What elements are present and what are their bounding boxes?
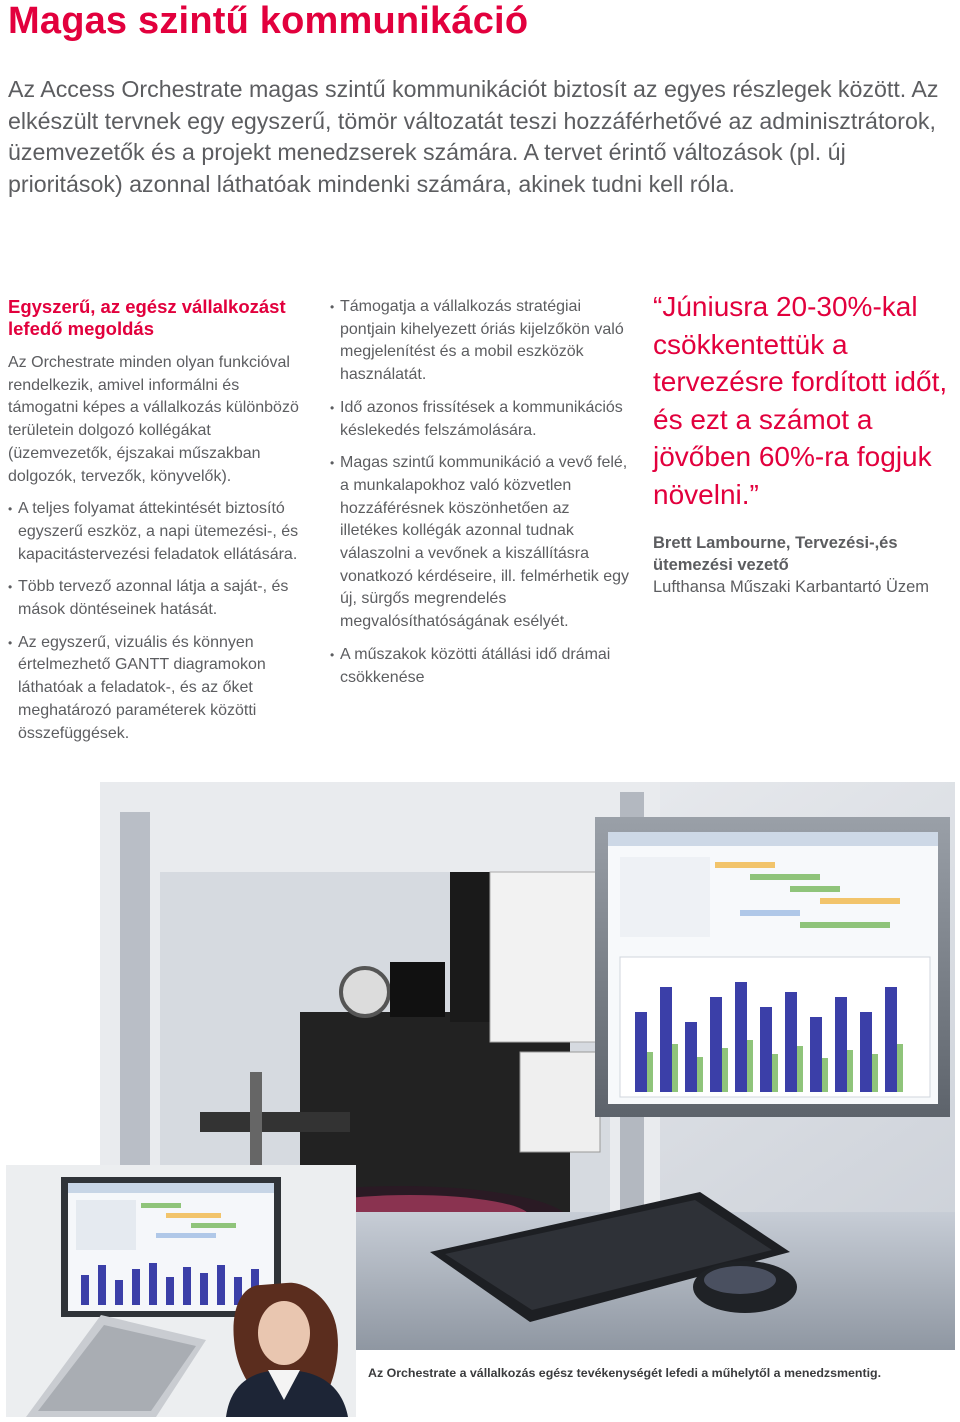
- list-item: • A teljes folyamat áttekintését biztosító egyszerű eszköz, a napi ütemezési-, és kapacitástervezési feladatok ellátására.: [8, 498, 313, 566]
- intro-paragraph: Az Access Orchestrate magas szintű kommunikációt biztosít az egyes részlegek között. Az elkészült tervnek egy egyszerű, tömör változatát teszi hozzáférhetővé az adminisztrátorok, üzemvezetők és a projekt menedzserek számára. A tervet érintő változások (pl. új prioritások) azonnal láthatóak mindenki számára, akinek tudni kell róla.: [8, 76, 939, 197]
- photo-caption-box: [356, 1352, 956, 1418]
- office-illustration: [6, 1165, 356, 1417]
- quote-organization: Lufthansa Műszaki Karbantartó Üzem: [653, 577, 930, 596]
- list-item: • A műszakok közötti átállási idő drámai csökkenése: [330, 644, 630, 689]
- pull-quote: “Júniusra 20-30%-kal csökkentettük a tervezésre fordított időt, és ezt a számot a jövőben 60%-ra fogjuk növelni.”: [653, 291, 948, 510]
- middle-column: [330, 296, 630, 699]
- photo-caption: Az Orchestrate a vállalkozás egész tevékenységét lefedi a műhelytől a menedzsmentig.: [368, 1366, 882, 1380]
- list-item: • Magas szintű kommunikáció a vevő felé, a munkalapokhoz való közvetlen hozzáférésnek köszönhetően az illetékes kollégák azonnal tudnak válaszolni a vevőnek a kiszállításra vonatkozó kérdéseire, ill. felmérhetik egy új, sürgős megrendelés megvalósíthatóságának esélyét.: [330, 452, 630, 634]
- list-item: • Idő azonos frissítések a kommunikációs késlekedés felszámolására.: [330, 397, 630, 442]
- left-column: [8, 296, 313, 755]
- list-item: • Az egyszerű, vizuális és könnyen értelmezhető GANTT diagramokon láthatóak a feladatok-, és az őket meghatározó paraméterek közötti összefüggések.: [8, 632, 313, 746]
- quote-author: Brett Lambourne, Tervezési-,és ütemezési vezető: [653, 533, 898, 574]
- office-worker-photo: [6, 1165, 356, 1417]
- section-heading: Egyszerű, az egész vállalkozást lefedő megoldás: [8, 296, 286, 339]
- list-item: • Több tervező azonnal látja a saját-, és mások döntéseinek hatását.: [8, 576, 313, 621]
- quote-column: [653, 288, 958, 598]
- feature-list: [8, 498, 313, 745]
- section-body: Az Orchestrate minden olyan funkcióval rendelkezik, amivel informálni és támogatni képes a vállalkozás különbözö területein dolgozó kollégákat (üzemvezetők, éjszakai műszakban dolgozók, tervezők, könyvelők).: [8, 354, 299, 485]
- feature-list: [330, 296, 630, 689]
- page-title: Magas szintű kommunikáció: [8, 0, 529, 42]
- list-item: • Támogatja a vállalkozás stratégiai pontjain kihelyezett óriás kijelzőkön való megjelenítést és a mobil eszközök használatát.: [330, 296, 630, 387]
